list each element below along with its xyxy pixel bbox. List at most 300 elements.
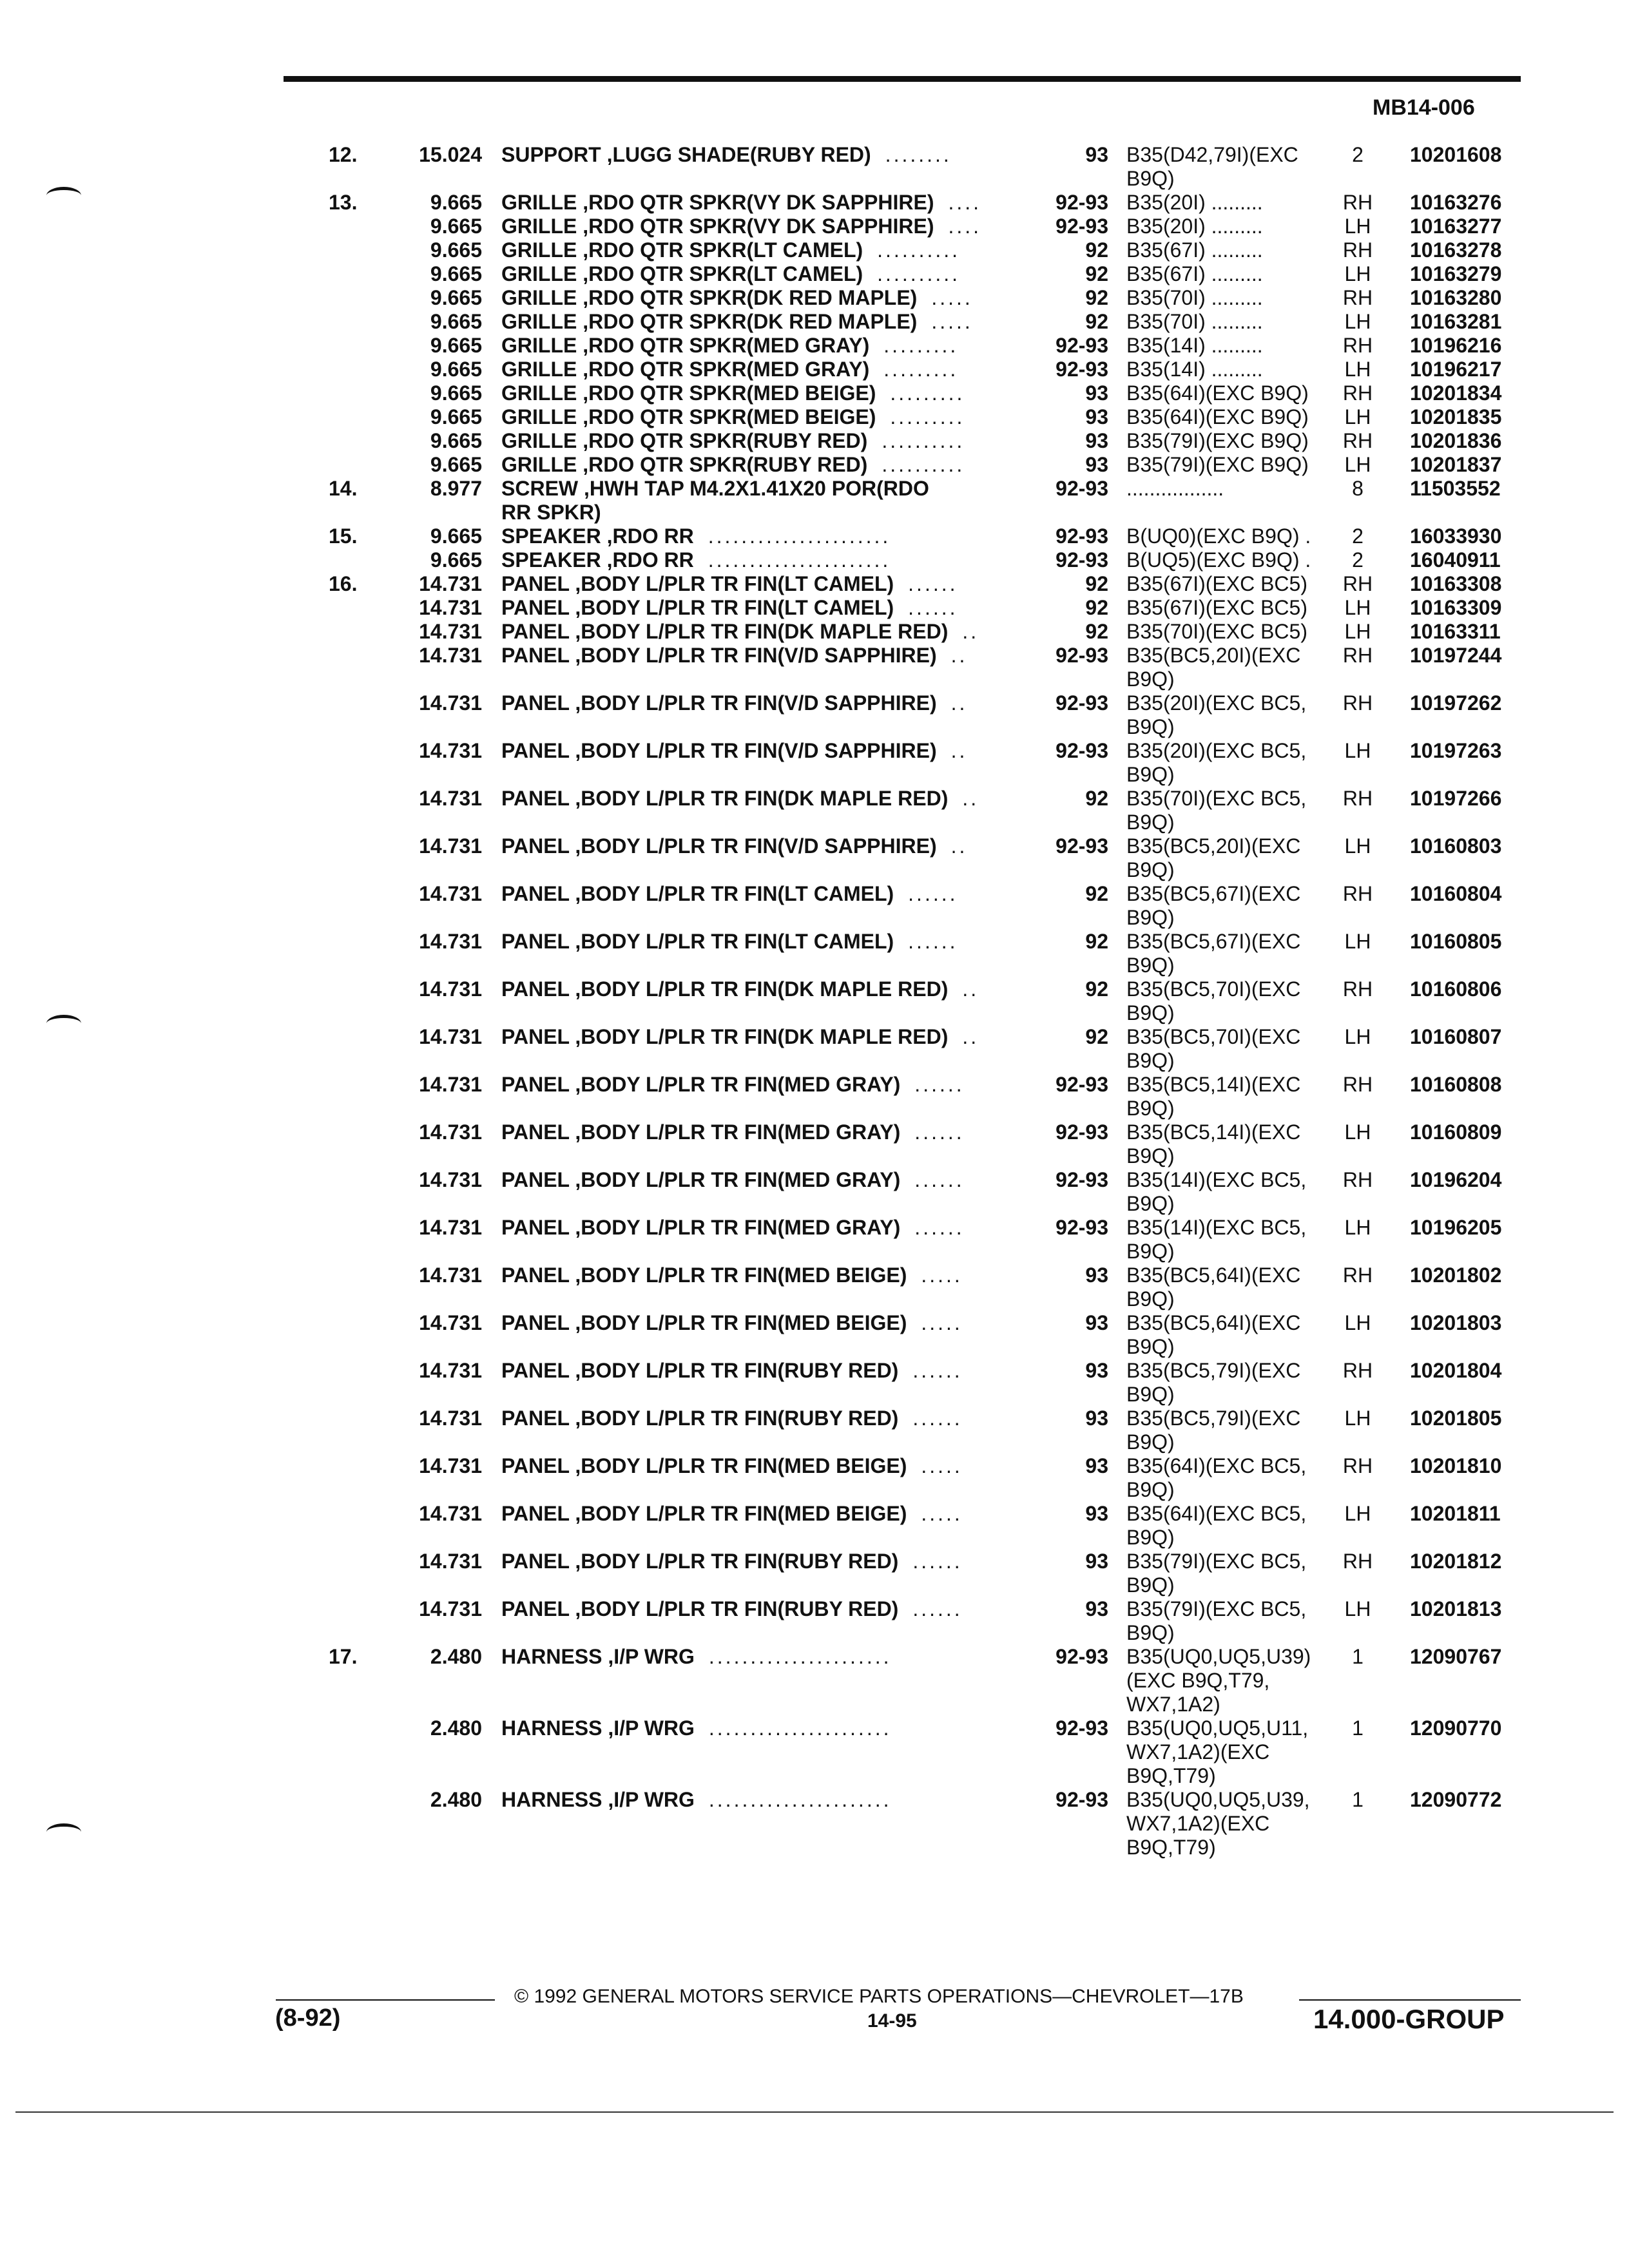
leader-dots: ........ (885, 143, 952, 166)
part-number: 10201803 (1410, 1311, 1502, 1334)
part-description: PANEL ,BODY L/PLR TR FIN(MED GRAY) (501, 1216, 901, 1239)
table-row (0, 1597, 1629, 1645)
group-number: 9.665 (430, 381, 482, 405)
leader-dots: ......... (883, 358, 959, 381)
part-number: 12090772 (1410, 1788, 1502, 1811)
model-year: 92 (1085, 262, 1108, 285)
leader-dots: .. (962, 787, 979, 810)
model-usage: B35(70I)(EXC BC5, B9Q) (1126, 787, 1307, 834)
table-row (0, 620, 1629, 644)
part-number: 10163277 (1410, 215, 1502, 238)
model-usage: B35(70I) ......... (1126, 286, 1263, 309)
quantity: RH (1342, 1454, 1373, 1477)
model-year: 93 (1085, 1407, 1108, 1430)
model-usage: B35(70I) ......... (1126, 310, 1263, 333)
part-description: PANEL ,BODY L/PLR TR FIN(RUBY RED) (501, 1407, 899, 1430)
footer-group: 14.000-GROUP (1313, 2004, 1505, 2034)
group-number: 9.665 (430, 405, 482, 428)
model-usage: B35(20I)(EXC BC5, B9Q) (1126, 691, 1307, 738)
leader-dots: .. (962, 1025, 979, 1048)
quantity: LH (1344, 620, 1371, 643)
model-usage: B35(UQ0,UQ5,U11, WX7,1A2)(EXC B9Q,T79) (1126, 1716, 1309, 1787)
leader-dots: ...... (912, 1597, 963, 1620)
quantity: RH (1342, 381, 1373, 405)
table-row (0, 1359, 1629, 1407)
parts-list (0, 143, 1629, 1860)
quantity: RH (1342, 1073, 1373, 1096)
model-usage: B35(14I) ......... (1126, 358, 1263, 381)
leader-dots: ......... (890, 405, 965, 428)
part-description: GRILLE ,RDO QTR SPKR(MED GRAY) (501, 334, 870, 357)
group-number: 15.024 (419, 143, 482, 166)
group-number: 9.665 (430, 191, 482, 214)
model-usage: B35(64I)(EXC B9Q) (1126, 381, 1309, 405)
footer-rule-left (276, 1999, 495, 2001)
table-row (0, 1454, 1629, 1502)
part-description: PANEL ,BODY L/PLR TR FIN(LT CAMEL) (501, 930, 894, 953)
model-usage: B35(67I)(EXC BC5) (1126, 596, 1307, 619)
group-number: 2.480 (430, 1645, 482, 1668)
model-usage: B35(BC5,70I)(EXC B9Q) (1126, 1025, 1301, 1072)
part-number: 10201812 (1410, 1550, 1502, 1573)
part-number: 10163278 (1410, 238, 1502, 262)
table-row (0, 572, 1629, 596)
group-number: 14.731 (419, 1550, 482, 1573)
quantity: LH (1344, 405, 1371, 428)
footer-page-number: 14-95 (867, 2010, 917, 2032)
group-number: 14.731 (419, 572, 482, 595)
model-usage: B35(BC5,67I)(EXC B9Q) (1126, 882, 1301, 929)
group-number: 14.731 (419, 1025, 482, 1048)
part-number: 10201810 (1410, 1454, 1502, 1477)
footer-date: (8-92) (275, 2004, 341, 2032)
leader-dots: ..... (921, 1311, 963, 1334)
part-number: 10197263 (1410, 739, 1502, 762)
model-usage: B35(64I)(EXC BC5, B9Q) (1126, 1502, 1307, 1549)
model-year: 92 (1085, 882, 1108, 905)
quantity: LH (1344, 1502, 1371, 1525)
model-year: 92 (1085, 310, 1108, 333)
part-description: SUPPORT ,LUGG SHADE(RUBY RED) (501, 143, 871, 166)
model-usage: B35(UQ0,UQ5,U39) (EXC B9Q,T79, WX7,1A2) (1126, 1645, 1311, 1716)
group-number: 9.665 (430, 215, 482, 238)
model-year: 93 (1085, 1550, 1108, 1573)
table-row (0, 381, 1629, 405)
model-usage: B(UQ5)(EXC B9Q) . (1126, 548, 1311, 572)
part-number: 10163311 (1410, 620, 1501, 643)
quantity: LH (1344, 310, 1371, 333)
group-number: 9.665 (430, 453, 482, 476)
part-description: PANEL ,BODY L/PLR TR FIN(V/D SAPPHIRE) (501, 644, 937, 667)
quantity: RH (1342, 286, 1373, 309)
model-usage: B35(20I) ......... (1126, 191, 1263, 214)
model-year: 92-93 (1055, 358, 1108, 381)
group-number: 9.665 (430, 358, 482, 381)
part-description: GRILLE ,RDO QTR SPKR(MED BEIGE) (501, 405, 876, 428)
model-usage: B35(BC5,14I)(EXC B9Q) (1126, 1120, 1301, 1168)
part-description: PANEL ,BODY L/PLR TR FIN(V/D SAPPHIRE) (501, 691, 937, 715)
leader-dots: .... (948, 215, 982, 238)
group-number: 14.731 (419, 1216, 482, 1239)
model-year: 92-93 (1055, 1716, 1108, 1740)
part-description: PANEL ,BODY L/PLR TR FIN(RUBY RED) (501, 1359, 899, 1382)
quantity: LH (1344, 596, 1371, 619)
model-year: 93 (1085, 1264, 1108, 1287)
model-year: 92-93 (1055, 477, 1108, 500)
table-row (0, 453, 1629, 477)
table-row (0, 1025, 1629, 1073)
quantity: RH (1342, 1359, 1373, 1382)
leader-dots: .......... (882, 429, 965, 452)
group-number: 14.731 (419, 1407, 482, 1430)
quantity: LH (1344, 739, 1371, 762)
model-year: 92-93 (1055, 1073, 1108, 1096)
part-number: 10197244 (1410, 644, 1502, 667)
model-year: 93 (1085, 453, 1108, 476)
part-number: 10163280 (1410, 286, 1502, 309)
part-number: 10196205 (1410, 1216, 1502, 1239)
part-number: 10201834 (1410, 381, 1502, 405)
leader-dots: ..... (921, 1264, 963, 1287)
part-description: PANEL ,BODY L/PLR TR FIN(RUBY RED) (501, 1597, 899, 1620)
table-row (0, 215, 1629, 238)
part-description: GRILLE ,RDO QTR SPKR(RUBY RED) (501, 429, 868, 452)
table-row (0, 262, 1629, 286)
part-description: GRILLE ,RDO QTR SPKR(DK RED MAPLE) (501, 286, 918, 309)
group-number: 14.731 (419, 1311, 482, 1334)
part-description: PANEL ,BODY L/PLR TR FIN(MED GRAY) (501, 1120, 901, 1144)
group-number: 14.731 (419, 620, 482, 643)
table-row (0, 1311, 1629, 1359)
group-number: 14.731 (419, 1120, 482, 1144)
model-usage: B35(UQ0,UQ5,U39, WX7,1A2)(EXC B9Q,T79) (1126, 1788, 1310, 1859)
quantity: RH (1342, 691, 1373, 715)
part-description: GRILLE ,RDO QTR SPKR(LT CAMEL) (501, 262, 863, 285)
part-number: 10163308 (1410, 572, 1502, 595)
leader-dots: ...................... (708, 548, 891, 572)
quantity: 2 (1352, 143, 1364, 166)
group-number: 14.731 (419, 1264, 482, 1287)
model-year: 93 (1085, 405, 1108, 428)
model-year: 92-93 (1055, 334, 1108, 357)
part-number: 10201802 (1410, 1264, 1502, 1287)
model-year: 92 (1085, 572, 1108, 595)
quantity: LH (1344, 1025, 1371, 1048)
model-year: 92 (1085, 238, 1108, 262)
group-number: 9.665 (430, 429, 482, 452)
table-row (0, 1788, 1629, 1860)
model-year: 92 (1085, 787, 1108, 810)
group-number: 14.731 (419, 739, 482, 762)
group-number: 14.731 (419, 787, 482, 810)
table-row (0, 405, 1629, 429)
model-year: 93 (1085, 1311, 1108, 1334)
part-description: PANEL ,BODY L/PLR TR FIN(MED BEIGE) (501, 1311, 907, 1334)
leader-dots: ...... (914, 1073, 965, 1096)
group-number: 9.665 (430, 334, 482, 357)
leader-dots: .. (950, 834, 968, 858)
quantity: 1 (1352, 1716, 1364, 1740)
part-number: 10201608 (1410, 143, 1502, 166)
part-description: GRILLE ,RDO QTR SPKR(DK RED MAPLE) (501, 310, 918, 333)
quantity: 2 (1352, 524, 1364, 548)
model-year: 92 (1085, 596, 1108, 619)
group-number: 14.731 (419, 1502, 482, 1525)
group-number: 9.665 (430, 548, 482, 572)
part-description: GRILLE ,RDO QTR SPKR(LT CAMEL) (501, 238, 863, 262)
part-number: 10160806 (1410, 977, 1502, 1001)
part-description: GRILLE ,RDO QTR SPKR(VY DK SAPPHIRE) (501, 215, 934, 238)
table-row (0, 1168, 1629, 1216)
leader-dots: ..... (921, 1454, 963, 1477)
model-usage: B35(14I) ......... (1126, 334, 1263, 357)
leader-dots: ..... (931, 310, 973, 333)
table-row (0, 286, 1629, 310)
model-year: 92 (1085, 1025, 1108, 1048)
part-number: 10196216 (1410, 334, 1502, 357)
part-description: PANEL ,BODY L/PLR TR FIN(RUBY RED) (501, 1550, 899, 1573)
leader-dots: ...... (914, 1120, 965, 1144)
part-description: SPEAKER ,RDO RR (501, 524, 694, 548)
ref-key: 12. (329, 143, 358, 166)
table-row (0, 691, 1629, 739)
table-row (0, 787, 1629, 834)
model-year: 92-93 (1055, 524, 1108, 548)
table-row (0, 548, 1629, 572)
table-row (0, 1120, 1629, 1168)
quantity: LH (1344, 453, 1371, 476)
leader-dots: ...... (914, 1168, 965, 1191)
table-row (0, 596, 1629, 620)
table-row (0, 1407, 1629, 1454)
quantity: RH (1342, 1264, 1373, 1287)
part-number: 10163281 (1410, 310, 1502, 333)
part-description: PANEL ,BODY L/PLR TR FIN(LT CAMEL) (501, 572, 894, 595)
table-row (0, 1264, 1629, 1311)
model-year: 93 (1085, 1454, 1108, 1477)
quantity: RH (1342, 191, 1373, 214)
model-usage: B35(BC5,64I)(EXC B9Q) (1126, 1264, 1301, 1311)
ref-key: 13. (329, 191, 358, 214)
group-number: 14.731 (419, 596, 482, 619)
group-number: 2.480 (430, 1716, 482, 1740)
model-usage: B35(BC5,67I)(EXC B9Q) (1126, 930, 1301, 977)
page-code: MB14-006 (1373, 95, 1475, 120)
table-row (0, 477, 1629, 524)
table-row (0, 143, 1629, 191)
group-number: 14.731 (419, 1168, 482, 1191)
part-description: SPEAKER ,RDO RR (501, 548, 694, 572)
leader-dots: .. (962, 620, 979, 643)
leader-dots: ...... (908, 596, 958, 619)
model-usage: B35(BC5,79I)(EXC B9Q) (1126, 1359, 1301, 1406)
model-usage: B35(79I)(EXC B9Q) (1126, 429, 1309, 452)
table-row (0, 238, 1629, 262)
model-usage: B35(BC5,79I)(EXC B9Q) (1126, 1407, 1301, 1454)
group-number: 14.731 (419, 1073, 482, 1096)
part-description: PANEL ,BODY L/PLR TR FIN(DK MAPLE RED) (501, 787, 949, 810)
part-description: GRILLE ,RDO QTR SPKR(MED GRAY) (501, 358, 870, 381)
part-description: PANEL ,BODY L/PLR TR FIN(MED GRAY) (501, 1168, 901, 1191)
part-description: SCREW ,HWH TAP M4.2X1.41X20 POR(RDO RR SPKR) (501, 477, 929, 524)
part-number: 12090770 (1410, 1716, 1502, 1740)
table-row (0, 930, 1629, 977)
quantity: LH (1344, 1311, 1371, 1334)
model-year: 93 (1085, 1597, 1108, 1620)
part-number: 16033930 (1410, 524, 1502, 548)
table-row (0, 1216, 1629, 1264)
model-usage: B35(64I)(EXC BC5, B9Q) (1126, 1454, 1307, 1501)
group-number: 8.977 (430, 477, 482, 500)
part-number: 12090767 (1410, 1645, 1502, 1668)
leader-dots: .... (948, 191, 982, 214)
model-year: 92-93 (1055, 1168, 1108, 1191)
part-number: 10160809 (1410, 1120, 1502, 1144)
leader-dots: .......... (877, 238, 961, 262)
part-description: PANEL ,BODY L/PLR TR FIN(MED BEIGE) (501, 1264, 907, 1287)
quantity: RH (1342, 334, 1373, 357)
quantity: RH (1342, 1168, 1373, 1191)
model-year: 92-93 (1055, 548, 1108, 572)
table-row (0, 739, 1629, 787)
group-number: 9.665 (430, 310, 482, 333)
model-usage: B35(70I)(EXC BC5) (1126, 620, 1307, 643)
part-number: 10160808 (1410, 1073, 1502, 1096)
model-usage: B35(79I)(EXC BC5, B9Q) (1126, 1597, 1307, 1644)
part-description: PANEL ,BODY L/PLR TR FIN(V/D SAPPHIRE) (501, 739, 937, 762)
model-usage: B35(BC5,20I)(EXC B9Q) (1126, 644, 1301, 691)
part-number: 11503552 (1410, 477, 1501, 500)
model-year: 92-93 (1055, 691, 1108, 715)
model-year: 92 (1085, 930, 1108, 953)
leader-dots: ...... (908, 572, 958, 595)
group-number: 14.731 (419, 1359, 482, 1382)
quantity: RH (1342, 882, 1373, 905)
quantity: 1 (1352, 1645, 1364, 1668)
quantity: RH (1342, 1550, 1373, 1573)
part-description: PANEL ,BODY L/PLR TR FIN(MED BEIGE) (501, 1454, 907, 1477)
part-number: 10201805 (1410, 1407, 1502, 1430)
footer-rule-right (1299, 1999, 1521, 2001)
model-year: 92-93 (1055, 1645, 1108, 1668)
part-number: 10197262 (1410, 691, 1502, 715)
part-number: 10160807 (1410, 1025, 1502, 1048)
part-description: PANEL ,BODY L/PLR TR FIN(MED BEIGE) (501, 1502, 907, 1525)
leader-dots: ...... (908, 882, 958, 905)
ref-key: 14. (329, 477, 358, 500)
leader-dots: ...... (912, 1550, 963, 1573)
part-number: 10201837 (1410, 453, 1502, 476)
table-row (0, 977, 1629, 1025)
part-number: 16040911 (1410, 548, 1501, 572)
model-year: 93 (1085, 143, 1108, 166)
model-year: 92 (1085, 620, 1108, 643)
group-number: 14.731 (419, 977, 482, 1001)
model-year: 92 (1085, 286, 1108, 309)
model-year: 93 (1085, 381, 1108, 405)
part-number: 10196204 (1410, 1168, 1502, 1191)
model-usage: B35(20I)(EXC BC5, B9Q) (1126, 739, 1307, 786)
quantity: RH (1342, 977, 1373, 1001)
group-number: 9.665 (430, 262, 482, 285)
part-number: 10201813 (1410, 1597, 1502, 1620)
group-number: 9.665 (430, 524, 482, 548)
quantity: RH (1342, 644, 1373, 667)
part-description: PANEL ,BODY L/PLR TR FIN(MED GRAY) (501, 1073, 901, 1096)
quantity: LH (1344, 1597, 1371, 1620)
model-year: 92-93 (1055, 1120, 1108, 1144)
top-rule (284, 76, 1521, 82)
part-description: GRILLE ,RDO QTR SPKR(MED BEIGE) (501, 381, 876, 405)
model-usage: B35(79I)(EXC BC5, B9Q) (1126, 1550, 1307, 1597)
part-description: HARNESS ,I/P WRG (501, 1645, 695, 1668)
bottom-rule (15, 2111, 1614, 2113)
leader-dots: ...... (908, 930, 958, 953)
leader-dots: ...... (914, 1216, 965, 1239)
leader-dots: .......... (882, 453, 965, 476)
part-description: PANEL ,BODY L/PLR TR FIN(V/D SAPPHIRE) (501, 834, 937, 858)
model-year: 92-93 (1055, 834, 1108, 858)
part-description: PANEL ,BODY L/PLR TR FIN(DK MAPLE RED) (501, 977, 949, 1001)
table-row (0, 1073, 1629, 1120)
quantity: RH (1342, 238, 1373, 262)
group-number: 14.731 (419, 930, 482, 953)
table-row (0, 882, 1629, 930)
model-year: 92-93 (1055, 739, 1108, 762)
quantity: RH (1342, 429, 1373, 452)
model-usage: B35(BC5,64I)(EXC B9Q) (1126, 1311, 1301, 1358)
part-number: 10201811 (1410, 1502, 1501, 1525)
leader-dots: ..... (921, 1502, 963, 1525)
ref-key: 17. (329, 1645, 358, 1668)
part-description: PANEL ,BODY L/PLR TR FIN(DK MAPLE RED) (501, 1025, 949, 1048)
quantity: 1 (1352, 1788, 1364, 1811)
quantity: LH (1344, 1407, 1371, 1430)
model-usage: B35(BC5,70I)(EXC B9Q) (1126, 977, 1301, 1024)
leader-dots: .......... (877, 262, 961, 285)
model-usage: B35(79I)(EXC B9Q) (1126, 453, 1309, 476)
part-description: GRILLE ,RDO QTR SPKR(VY DK SAPPHIRE) (501, 191, 934, 214)
group-number: 14.731 (419, 691, 482, 715)
part-number: 10163309 (1410, 596, 1502, 619)
table-row (0, 429, 1629, 453)
part-number: 10160803 (1410, 834, 1502, 858)
leader-dots: .. (962, 977, 979, 1001)
table-row (0, 334, 1629, 358)
model-usage: B35(BC5,20I)(EXC B9Q) (1126, 834, 1301, 881)
part-number: 10160805 (1410, 930, 1502, 953)
quantity: LH (1344, 358, 1371, 381)
table-row (0, 1645, 1629, 1716)
group-number: 9.665 (430, 286, 482, 309)
group-number: 14.731 (419, 1597, 482, 1620)
part-description: HARNESS ,I/P WRG (501, 1716, 695, 1740)
model-usage: B35(20I) ......... (1126, 215, 1263, 238)
model-year: 92-93 (1055, 1788, 1108, 1811)
model-year: 93 (1085, 429, 1108, 452)
model-year: 92-93 (1055, 191, 1108, 214)
quantity: LH (1344, 1216, 1371, 1239)
leader-dots: ...... (912, 1359, 963, 1382)
model-usage: ................. (1126, 477, 1224, 500)
part-description: PANEL ,BODY L/PLR TR FIN(LT CAMEL) (501, 596, 894, 619)
model-usage: B35(D42,79I)(EXC B9Q) (1126, 143, 1298, 190)
quantity: LH (1344, 834, 1371, 858)
quantity: RH (1342, 787, 1373, 810)
model-usage: B35(64I)(EXC B9Q) (1126, 405, 1309, 428)
part-number: 10197266 (1410, 787, 1502, 810)
group-number: 14.731 (419, 644, 482, 667)
